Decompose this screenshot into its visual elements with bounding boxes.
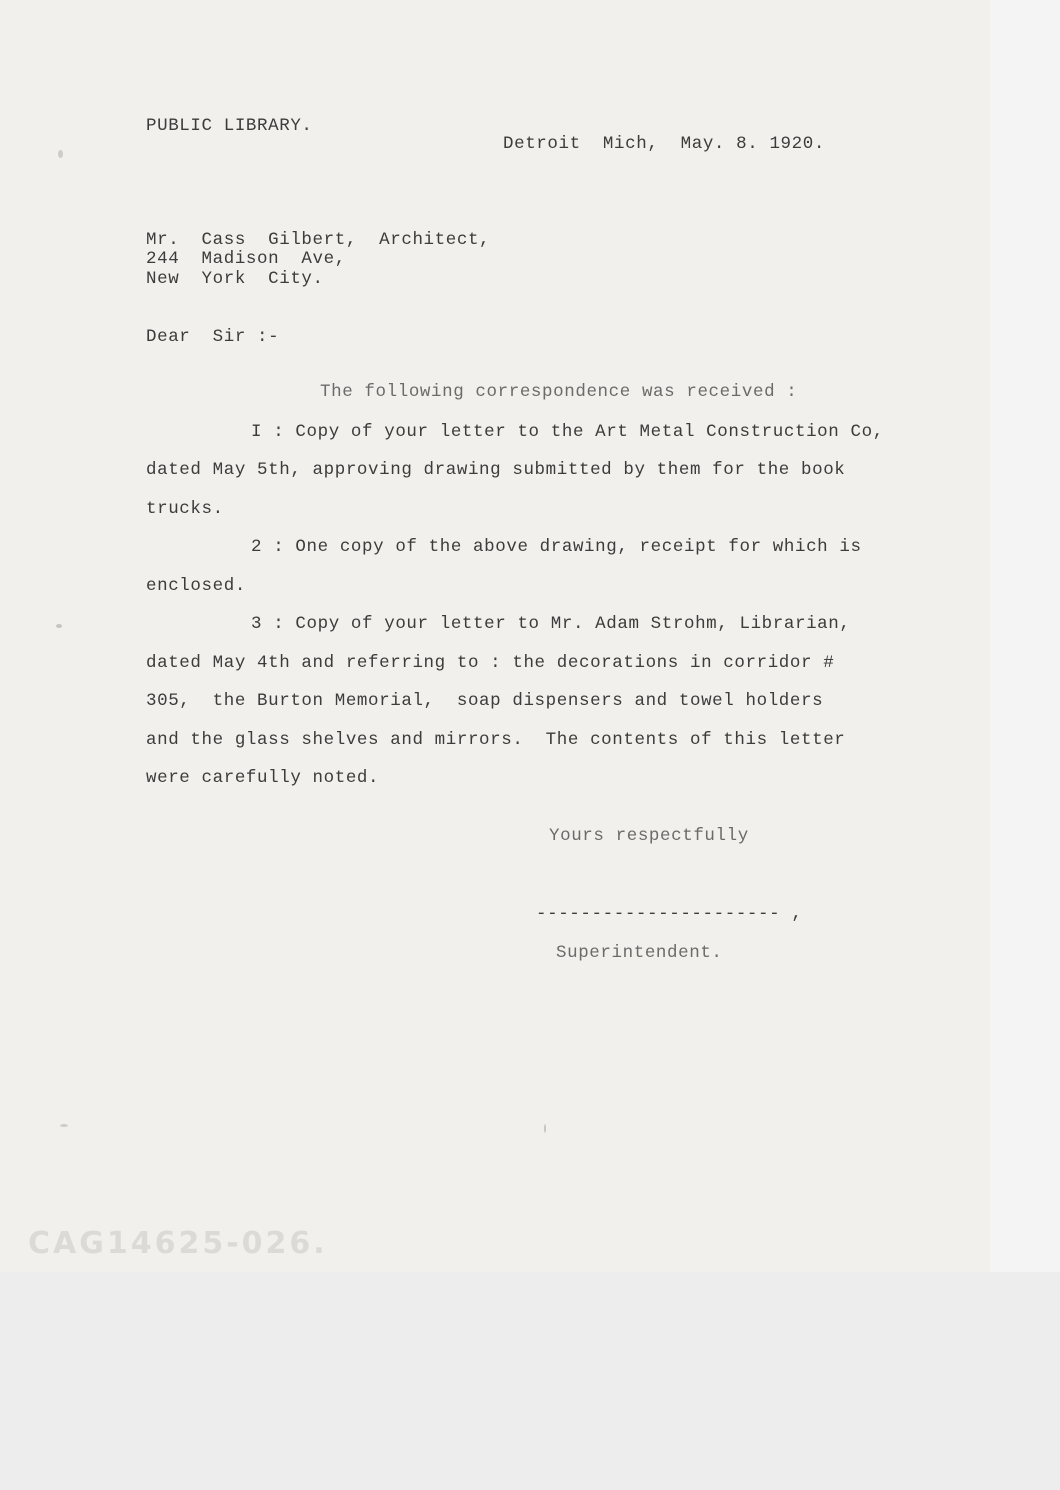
item1-line-3: trucks. (146, 499, 224, 519)
signature-line: ---------------------- , (536, 904, 803, 924)
paper-speck (56, 624, 62, 628)
item3-line-1: 3 : Copy of your letter to Mr. Adam Strohm, Librarian, (251, 614, 851, 634)
archive-stamp: CAG14625-026. (28, 1226, 328, 1261)
address-line-2: 244 Madison Ave, (146, 249, 346, 269)
item2-line-2: enclosed. (146, 576, 246, 596)
address-line-3: New York City. (146, 269, 324, 289)
item3-line-5: were carefully noted. (146, 768, 380, 788)
item3-line-3: 305, the Burton Memorial, soap dispensers and towel holders (146, 691, 824, 711)
paper-speck (544, 1124, 546, 1133)
place-date: Detroit Mich, May. 8. 1920. (503, 134, 825, 154)
paper-speck (60, 1124, 68, 1127)
item1-line-2: dated May 5th, approving drawing submitted by them for the book (146, 460, 846, 480)
scan-background (0, 1272, 1060, 1490)
item1-line-1: I : Copy of your letter to the Art Metal Construction Co, (251, 422, 884, 442)
salutation: Dear Sir :- (146, 327, 280, 347)
address-line-1: Mr. Cass Gilbert, Architect, (146, 230, 491, 250)
intro-line: The following correspondence was received : (320, 382, 798, 402)
paper-speck (58, 150, 63, 158)
item3-line-2: dated May 4th and referring to : the decorations in corridor # (146, 653, 835, 673)
closing: Yours respectfully (549, 826, 749, 846)
scan-margin (990, 0, 1060, 1272)
signer-title: Superintendent. (556, 943, 723, 963)
item2-line-1: 2 : One copy of the above drawing, receipt for which is (251, 537, 862, 557)
item3-line-4: and the glass shelves and mirrors. The contents of this letter (146, 730, 846, 750)
letterhead: PUBLIC LIBRARY. (146, 116, 313, 136)
